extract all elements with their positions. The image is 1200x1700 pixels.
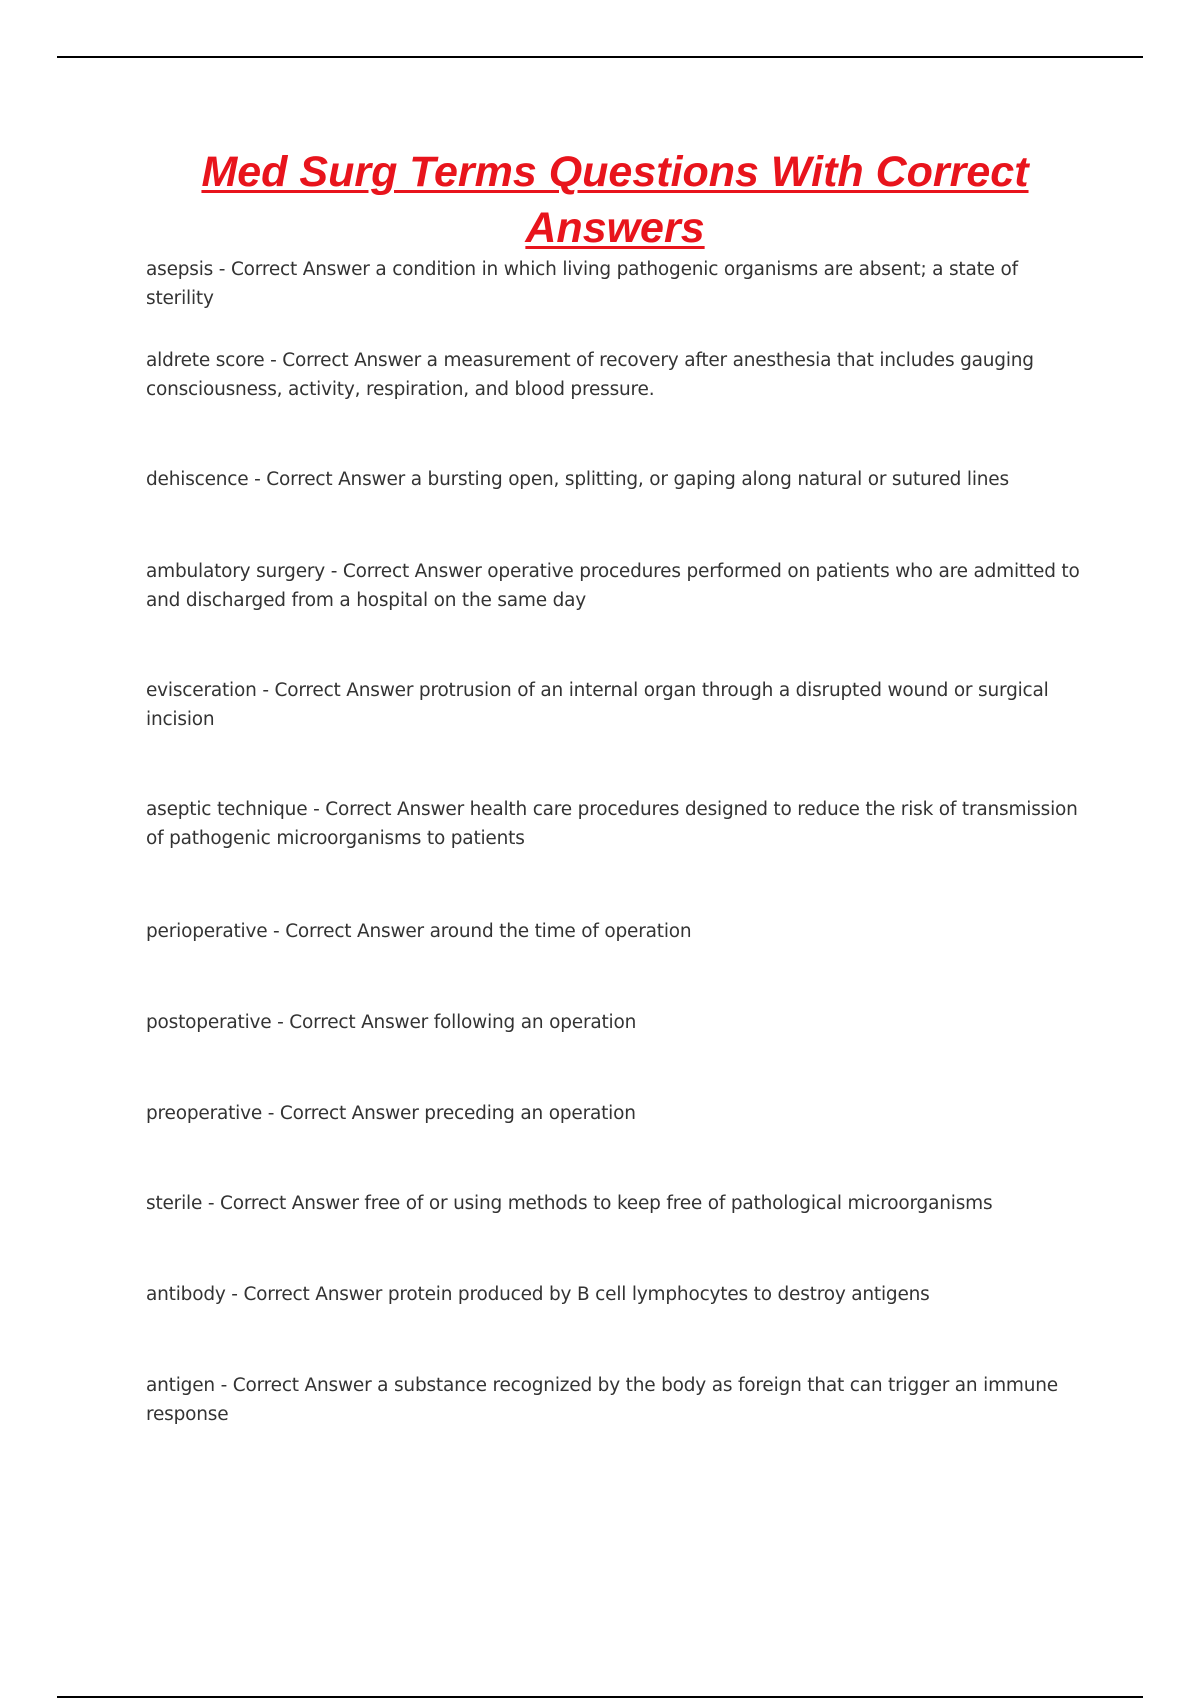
document-title: Med Surg Terms Questions With Correct Answers [201,148,1029,252]
term-entry-sterile: sterile - Correct Answer free of or using methods to keep free of pathological microorganisms [146,1193,993,1214]
term-entry-dehiscence: dehiscence - Correct Answer a bursting open, splitting, or gaping along natural or sutured lines [146,469,1009,490]
header-rule [57,56,1143,58]
term-entry-evisceration: evisceration - Correct Answer protrusion of an internal organ through a disrupted wound or surgical incision [146,680,1049,730]
term-entry-perioperative: perioperative - Correct Answer around the time of operation [146,921,692,942]
term-entry-aseptic-technique: aseptic technique - Correct Answer health care procedures designed to reduce the risk of transmission of pathogenic microorganisms to patients [146,799,1078,849]
term-entry-preoperative: preoperative - Correct Answer preceding an operation [146,1103,636,1124]
term-entry-aldrete-score: aldrete score - Correct Answer a measurement of recovery after anesthesia that includes gauging consciousness, activity, respiration, and blood pressure. [146,350,1034,400]
term-entry-antibody: antibody - Correct Answer protein produced by B cell lymphocytes to destroy antigens [146,1284,930,1305]
term-entry-antigen: antigen - Correct Answer a substance recognized by the body as foreign that can trigger an immune response [146,1375,1058,1425]
term-entry-asepsis: asepsis - Correct Answer a condition in which living pathogenic organisms are absent; a state of sterility [146,259,1018,309]
term-entry-postoperative: postoperative - Correct Answer following an operation [146,1012,637,1033]
term-entry-ambulatory-surgery: ambulatory surgery - Correct Answer operative procedures performed on patients who are admitted to and discharged from a hospital on the same day [146,561,1080,611]
footer-rule [57,1696,1143,1698]
